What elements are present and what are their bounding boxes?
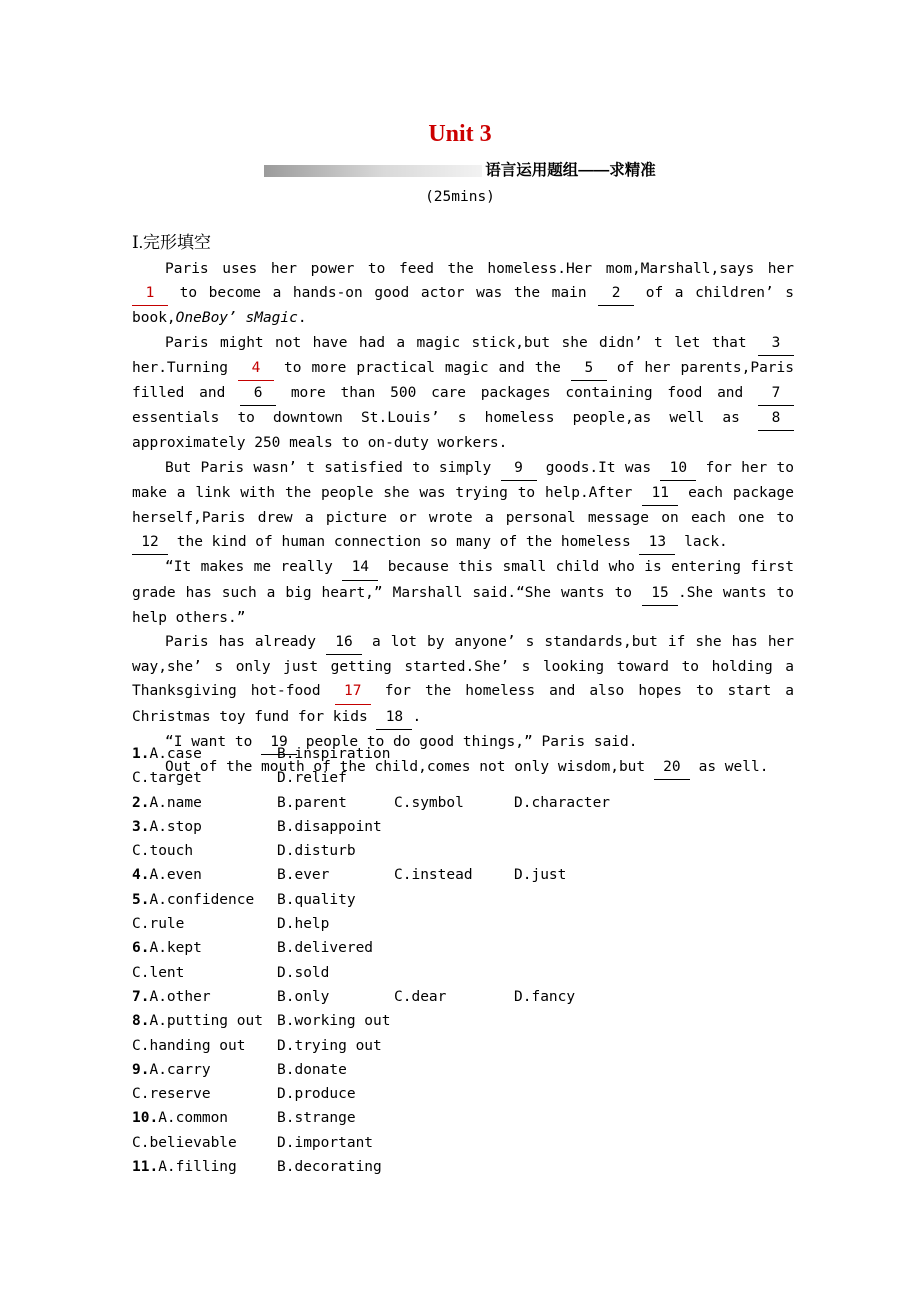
option-cell: D.relief: [277, 770, 347, 787]
question-number: 5.: [132, 891, 150, 908]
cloze-blank-8: 8: [758, 406, 794, 431]
option-cell: 3.A.stop: [132, 818, 202, 835]
cloze-blank-6: 6: [240, 381, 276, 406]
option-cell: C.symbol: [394, 794, 464, 811]
option-row: [132, 1106, 812, 1130]
cloze-blank-13: 13: [639, 530, 675, 555]
option-cell: B.strange: [277, 1110, 356, 1127]
option-row: [132, 961, 812, 985]
book-title: OneBoy’ sMagic: [175, 310, 298, 327]
option-cell: C.instead: [394, 867, 473, 884]
option-cell: B.decorating: [277, 1159, 382, 1176]
question-number: 6.: [132, 940, 150, 957]
option-row: [132, 791, 812, 815]
cloze-blank-1: 1: [132, 281, 168, 306]
passage-paragraph: But Paris wasn’ t satisfied to simply 9 goods.It was 10 for her to make a link with the people she was trying to help.After 11 each package herself,Paris drew a picture or wrote a personal message on each one to 12 the kind of human connection so many of the homeless 13 lack.: [132, 456, 794, 556]
unit-title: Unit 3: [428, 121, 492, 147]
option-row: [132, 985, 812, 1009]
option-cell: 4.A.even: [132, 867, 202, 884]
cloze-blank-4: 4: [238, 356, 274, 381]
option-row: [132, 839, 812, 863]
option-cell: C.target: [132, 770, 202, 787]
option-cell: B.only: [277, 988, 330, 1005]
option-cell: D.help: [277, 916, 330, 933]
option-cell: C.reserve: [132, 1086, 211, 1103]
cloze-blank-9: 9: [501, 456, 537, 481]
passage-paragraph: “I want to 19 people to do good things,” Paris said.: [132, 730, 794, 755]
cloze-blank-16: 16: [326, 630, 362, 655]
question-number: 9.: [132, 1061, 150, 1078]
option-cell: C.dear: [394, 988, 447, 1005]
option-cell: B.disappoint: [277, 818, 382, 835]
option-row: [132, 888, 812, 912]
option-cell: D.disturb: [277, 843, 356, 860]
option-cell: B.parent: [277, 794, 347, 811]
option-row: [132, 766, 812, 790]
question-number: 2.: [132, 794, 150, 811]
question-number: 11.: [132, 1159, 159, 1176]
option-cell: 7.A.other: [132, 988, 211, 1005]
option-cell: 9.A.carry: [132, 1061, 211, 1078]
option-cell: B.donate: [277, 1061, 347, 1078]
subtitle-text: 语言运用题组——求精准: [485, 162, 656, 179]
option-row: [132, 1009, 812, 1033]
option-cell: D.trying out: [277, 1037, 382, 1054]
question-number: 8.: [132, 1013, 150, 1030]
option-row: [132, 815, 812, 839]
option-row: [132, 912, 812, 936]
passage-paragraph: Out of the mouth of the child,comes not only wisdom,but 20 as well.: [132, 755, 794, 780]
subtitle-row: [0, 162, 920, 180]
passage-paragraph: Paris has already 16 a lot by anyone’ s standards,but if she has her way,she’ s only just getting started.She’ s looking toward to holding a Thanksgiving hot-food 17 for the homeless and also hopes to start a Christmas toy fund for kids 18 .: [132, 630, 794, 730]
option-cell: B.quality: [277, 891, 356, 908]
option-row: [132, 1058, 812, 1082]
option-cell: B.ever: [277, 867, 330, 884]
option-row: [132, 1082, 812, 1106]
option-cell: C.touch: [132, 843, 194, 860]
cloze-blank-20: 20: [654, 755, 690, 780]
cloze-blank-14: 14: [342, 555, 378, 580]
option-cell: D.sold: [277, 964, 330, 981]
passage-paragraph: Paris uses her power to feed the homeless.Her mom,Marshall,says her 1 to become a hands-on good actor was the main 2 of a children’ s book,OneBoy’ sMagic.: [132, 261, 794, 327]
passage-paragraph: “It makes me really 14 because this small child who is entering first grade has such a big heart,” Marshall said.“She wants to 15 .She wants to help others.”: [132, 555, 794, 630]
cloze-blank-18: 18: [376, 705, 412, 730]
question-number: 7.: [132, 988, 150, 1005]
question-number: 1.: [132, 746, 150, 762]
question-number: 3.: [132, 818, 150, 835]
option-cell: D.just: [514, 867, 567, 884]
cloze-blank-2: 2: [598, 281, 634, 306]
option-cell: B.working out: [277, 1013, 391, 1030]
cloze-blank-12: 12: [132, 530, 168, 555]
option-cell: C.handing out: [132, 1037, 246, 1054]
option-row: [132, 1155, 812, 1179]
option-cell: C.believable: [132, 1134, 237, 1151]
option-cell: D.fancy: [514, 988, 576, 1005]
option-cell: 10.A.common: [132, 1110, 229, 1127]
cloze-passage: [132, 257, 794, 780]
option-cell: C.rule: [132, 916, 185, 933]
option-cell: 1.A.case: [132, 746, 202, 762]
cloze-blank-7: 7: [758, 381, 794, 406]
option-cell: C.lent: [132, 964, 185, 981]
option-cell: D.important: [277, 1134, 374, 1151]
timing-note: (25mins): [425, 189, 495, 205]
gradient-band: [264, 165, 482, 177]
option-cell: B.inspiration: [277, 746, 391, 762]
question-number: 10.: [132, 1110, 159, 1127]
cloze-blank-19: 19: [261, 730, 297, 755]
option-cell: D.produce: [277, 1086, 356, 1103]
option-cell: 11.A.filling: [132, 1159, 237, 1176]
option-cell: 8.A.putting out: [132, 1013, 263, 1030]
option-row: [132, 936, 812, 960]
option-cell: B.delivered: [277, 940, 374, 957]
option-cell: 6.A.kept: [132, 940, 202, 957]
passage-paragraph: Paris might not have had a magic stick,but she didn’ t let that 3 her.Turning 4 to more practical magic and the 5 of her parents,Paris filled and 6 more than 500 care packages containing food and 7 essentials to downtown St.Louis’ s homeless people,as well as 8 approximately 250 meals to on-duty workers.: [132, 331, 794, 456]
option-cell: 5.A.confidence: [132, 891, 255, 908]
cloze-blank-11: 11: [642, 481, 678, 506]
option-cell: D.character: [514, 794, 611, 811]
option-row: [132, 742, 812, 766]
option-row: [132, 863, 812, 887]
cloze-blank-3: 3: [758, 331, 794, 356]
cloze-blank-10: 10: [660, 456, 696, 481]
option-row: [132, 1034, 812, 1058]
cloze-blank-17: 17: [335, 679, 371, 704]
cloze-blank-15: 15: [642, 581, 678, 606]
options-list: [132, 742, 812, 1179]
section-heading: Ⅰ.完形填空: [132, 233, 211, 252]
cloze-blank-5: 5: [571, 356, 607, 381]
question-number: 4.: [132, 867, 150, 884]
option-row: [132, 1131, 812, 1155]
option-cell: 2.A.name: [132, 794, 202, 811]
